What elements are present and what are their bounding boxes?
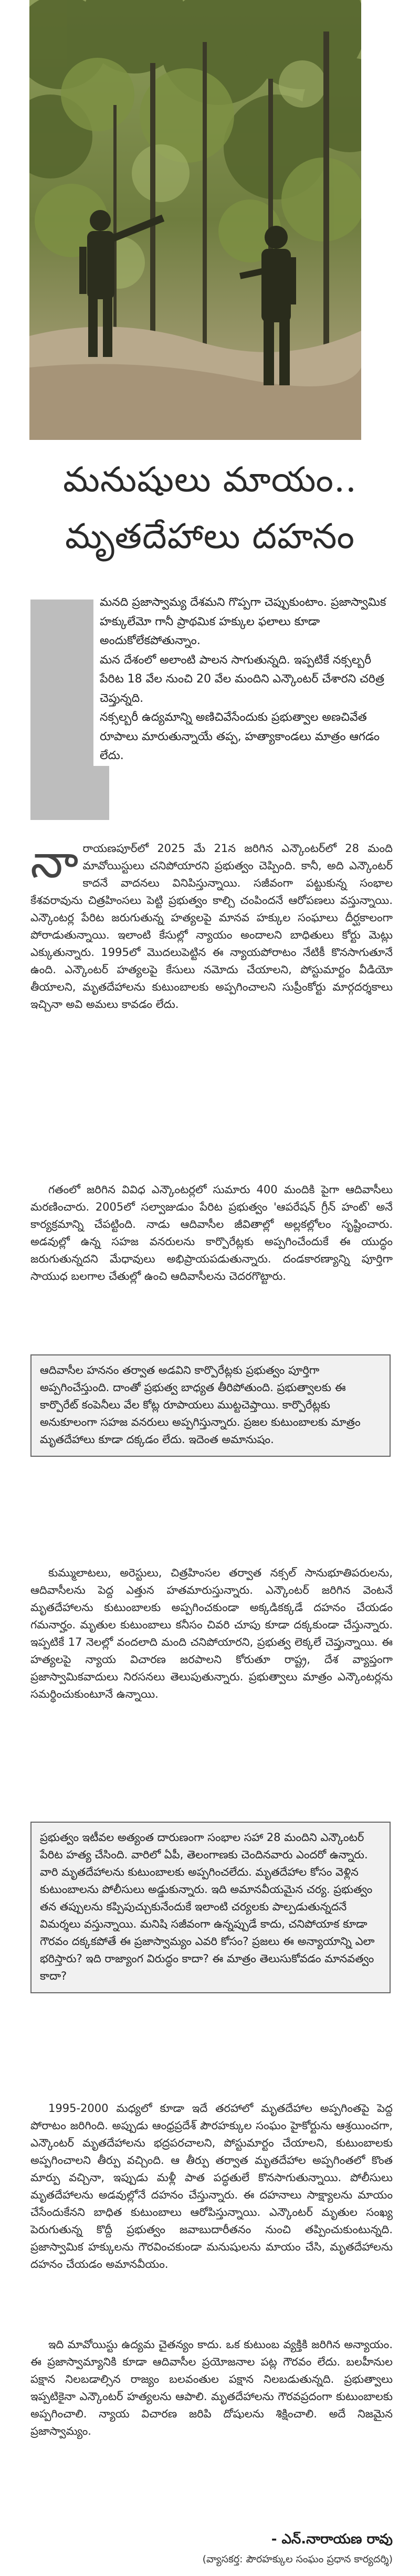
dropcap: నా [30, 834, 79, 888]
headline-line-2: మృతదేహాలు దహనం [65, 516, 355, 556]
article-body-part-1 [30, 834, 393, 1013]
intro-block [30, 593, 393, 824]
body-paragraph-3: కుమ్ములాటలు, అరెస్టులు, చిత్రహింసల తర్వాత నక్సల్ సానుభూతిపరులను, ఆదివాసీలను పెద్ద ఎత్తున హతమారుస్తున్నారు. ఎన్కౌంటర్ జరిగిన వెంటనే మృతదేహాలను కుటుంబాలకు అప్పగించకుండా అక్కడికక్కడే దహనం చేయడం గమనార్హం. మృతుల కుటుంబాలు కనీసం చివరి చూపు కూడా దక్కకుండా చేస్తున్నారు. ఇప్పటికే 17 నెలల్లో వందలాది మంది చనిపోయారని, ప్రభుత్వ లెక్కలే చెప్తున్నాయి. ఈ హత్యలపై న్యాయ విచారణ జరపాలని కోరుతూ రాష్ట్ర, దేశ వ్యాప్తంగా ప్రజాస్వామికవాదులు నిరసనలు తెలుపుతున్నారు. ప్రభుత్వాలు మాత్రం ఎన్కౌంటర్లను సమర్థించుకుంటూనే ఉన్నాయి. [30, 1566, 393, 1700]
highlight-box-1 [30, 1354, 391, 1457]
highlight-box-2 [30, 1822, 391, 1993]
headline-line-1: మనుషులు మాయం.. [63, 459, 357, 500]
intro-paragraph-1: మనది ప్రజాస్వామ్య దేశమని గొప్పగా చెప్పుకుంటాం. ప్రజాస్వామిక హక్కులేమో గానీ ప్రాథమిక హక్కుల ఫలాలు కూడా అందుకోలేకపోతున్నాం. [93, 593, 393, 651]
headline [16, 451, 404, 583]
body-paragraph-5: ఇది మావోయిస్టు ఉద్యమ చైతన్యం కాదు. ఒక కుటుంబ వ్యక్తికి జరిగిన అన్యాయం. ఈ ప్రజాస్వామ్యానికి కూడా ఆదివాసీల ప్రయోజనాల పట్ల గౌరవం లేదు. బలహీనుల పక్షాన నిలబడాల్సిన రాజ్యం బలవంతుల పక్షాన నిలబడుతున్నది. ప్రభుత్వాలు ఇప్పటికైనా ఎన్కౌంటర్ హత్యలను ఆపాలి. మృతదేహాలను గౌరవప్రదంగా కుటుంబాలకు అప్పగించాలి. న్యాయ విచారణ జరిపి దోషులను శిక్షించాలి. అదే నిజమైన ప్రజాస్వామ్యం. [30, 2338, 393, 2437]
article-body-part-4 [30, 2100, 393, 2273]
author-designation: (వ్యాసకర్త: పౌరహక్కుల సంఘం ప్రధాన కార్యదర్శి) [202, 2553, 393, 2565]
body-paragraph-2: గతంలో జరిగిన వివిధ ఎన్కౌంటర్లలో సుమారు 400 మందికి పైగా ఆదివాసీలు మరణించారు. 2005లో సల్వాజుడుం పేరిట ప్రభుత్వం 'ఆపరేషన్ గ్రీన్ హంట్' అనే కార్యక్రమాన్ని చేపట్టింది. నాడు ఆదివాసీల జీవితాల్లో అల్లకల్లోలం సృష్టించారు. అడవుల్లో ఉన్న సహజ వనరులను కార్పొరేట్లకు అప్పగించేందుకే ఈ యుద్ధం జరుగుతున్నదని మేధావులు అభిప్రాయపడుతున్నారు. దండకారణ్యాన్ని పూర్తిగా సాయుధ బలగాల చేతుల్లో ఉంచి ఆదివాసీలను చెదరగొట్టారు. [30, 1183, 393, 1282]
body-paragraph-1 [30, 834, 393, 1013]
article-body-part-5 [30, 2336, 393, 2440]
article-body-part-3 [30, 1564, 393, 1703]
highlight-box-2-text: ప్రభుత్వం ఇటీవల అత్యంత దారుణంగా సంభాల సహా 28 మందిని ఎన్కౌంటర్ పేరిట హత్య చేసింది. వారిలో ఏపీ, తెలంగాణకు చెందినవారు ఎందరో ఉన్నారు. వారి మృతదేహాలను కుటుంబాలకు అప్పగించలేదు. మృతదేహాల కోసం వెళ్లిన కుటుంబాలను పోలీసులు అడ్డుకున్నారు. ఇది అమానవీయమైన చర్య. ప్రభుత్వం తన తప్పులను కప్పిపుచ్చుకునేందుకే ఇలాంటి చర్యలకు పాల్పడుతున్నదనే విమర్శలు వస్తున్నాయి. మనిషి సజీవంగా ఉన్నప్పుడే కాదు, చనిపోయాక కూడా గౌరవం దక్కకపోతే ఈ ప్రజాస్వామ్యం ఎవరి కోసం? ప్రజలు ఈ అన్యాయాన్ని ఎలా భరిస్తారు? ఇది రాజ్యాంగ విరుద్ధం కాదా? ఈ మాత్రం తెలుసుకోవడం మానవత్వం కాదా? [40, 1831, 375, 1982]
soldiers-in-forest-photo [29, 0, 361, 440]
body-paragraph-4: 1995-2000 మధ్యలో కూడా ఇదే తరహాలో మృతదేహాల అప్పగింతపై పెద్ద పోరాటం జరిగింది. అప్పుడు ఆంధ్రప్రదేశ్ పౌరహక్కుల సంఘం హైకోర్టును ఆశ్రయించగా, ఎన్కౌంటర్ మృతదేహాలను భద్రపరచాలని, పోస్టుమార్టం చేయాలని, కుటుంబాలకు అప్పగించాలని తీర్పు వచ్చింది. ఆ తీర్పు తర్వాత మృతదేహాల అప్పగింతలో కొంత మార్పు వచ్చినా, ఇప్పుడు మళ్లీ పాత పద్ధతులే కొనసాగుతున్నాయి. పోలీసులు మృతదేహాలను అడవుల్లోనే దహనం చేస్తున్నారు. ఈ దహనాలు సాక్ష్యాలను మాయం చేసేందుకేనని బాధిత కుటుంబాలు ఆరోపిస్తున్నాయి. ఎన్కౌంటర్ మృతుల సంఖ్య పెరుగుతున్న కొద్దీ ప్రభుత్వం జవాబుదారీతనం నుంచి తప్పించుకుంటున్నది. ప్రజాస్వామిక హక్కులను గౌరవించకుండా మనుషులను మాయం చేసి, మృతదేహాలను దహనం చేయడం అమానవీయం. [30, 2102, 393, 2270]
article-body-part-2 [30, 1181, 393, 1285]
intro-text [93, 593, 393, 766]
article-photo [29, 0, 361, 440]
intro-paragraph-2: మన దేశంలో అలాంటి పాలన సాగుతున్నది. ఇప్పటికే నక్సల్బరీ పేరిట 18 వేల నుంచి 20 వేల మందిని ఎన్కౌంటర్ చేశారని చరిత్ర చెప్తున్నది. [93, 651, 393, 709]
body-paragraph-1-text: రాయణపూర్‌లో 2025 మే 21న జరిగిన ఎన్కౌంటర్‌లో 28 మంది మావోయిస్టులు చనిపోయారని ప్రభుత్వం చెప్పింది. కానీ, అది ఎన్కౌంటర్ కాదనే వాదనలు వినిపిస్తున్నాయి. సజీవంగా పట్టుకున్న సంభాల కేశవరావును చిత్రహింసలు పెట్టి ప్రభుత్వం కాల్చి చంపిందనే ఆరోపణలు వస్తున్నాయి. ఎన్కౌంటర్ల పేరిట జరుగుతున్న హత్యలపై మానవ హక్కుల సంఘాలు దీర్ఘకాలంగా పోరాడుతున్నాయి. ఇలాంటి కేసుల్లో న్యాయం అందాలని బాధితులు కోర్టు మెట్లు ఎక్కుతున్నారు. 1995లో మొదలుపెట్టిన ఈ న్యాయపోరాటం నేటికీ కొనసాగుతూనే ఉంది. ఎన్కౌంటర్ హత్యలపై కేసులు నమోదు చేయాలని, పోస్టుమార్టం వీడియో తీయాలని, మృతదేహాలను కుటుంబాలకు అప్పగించాలని సుప్రీంకోర్టు మార్గదర్శకాలు ఇచ్చినా అవి అమలు కావడం లేదు. [30, 842, 393, 1011]
author-name: - ఎన్.నారాయణ రావు [271, 2531, 393, 2547]
intro-paragraph-3: నక్సల్బరీ ఉద్యమాన్ని అణిచివేసేందుకు ప్రభుత్వాల అణచివేత రూపాలు మారుతున్నాయే తప్ప, హత్యాకాండలు మాత్రం ఆగడం లేదు. [93, 708, 393, 766]
highlight-box-1-text: ఆదివాసీల హననం తర్వాత అడవిని కార్పొరేట్లకు ప్రభుత్వం పూర్తిగా అప్పగించేస్తుంది. దాంతో ప్రభుత్వ బాధ్యత తీరిపోతుంది. ప్రభుత్వాలకు ఈ కార్పొరేట్ కంపెనీలు వేల కోట్ల రూపాయలు ముట్టచెప్తాయి. కార్పొరేట్లకు అనుకూలంగా సహజ వనరులు అప్పగిస్తున్నారు. ప్రజల కుటుంబాలకు మాత్రం మృతదేహాలు కూడా దక్కడం లేదు. ఇదెంత అమానుషం. [40, 1364, 361, 1446]
